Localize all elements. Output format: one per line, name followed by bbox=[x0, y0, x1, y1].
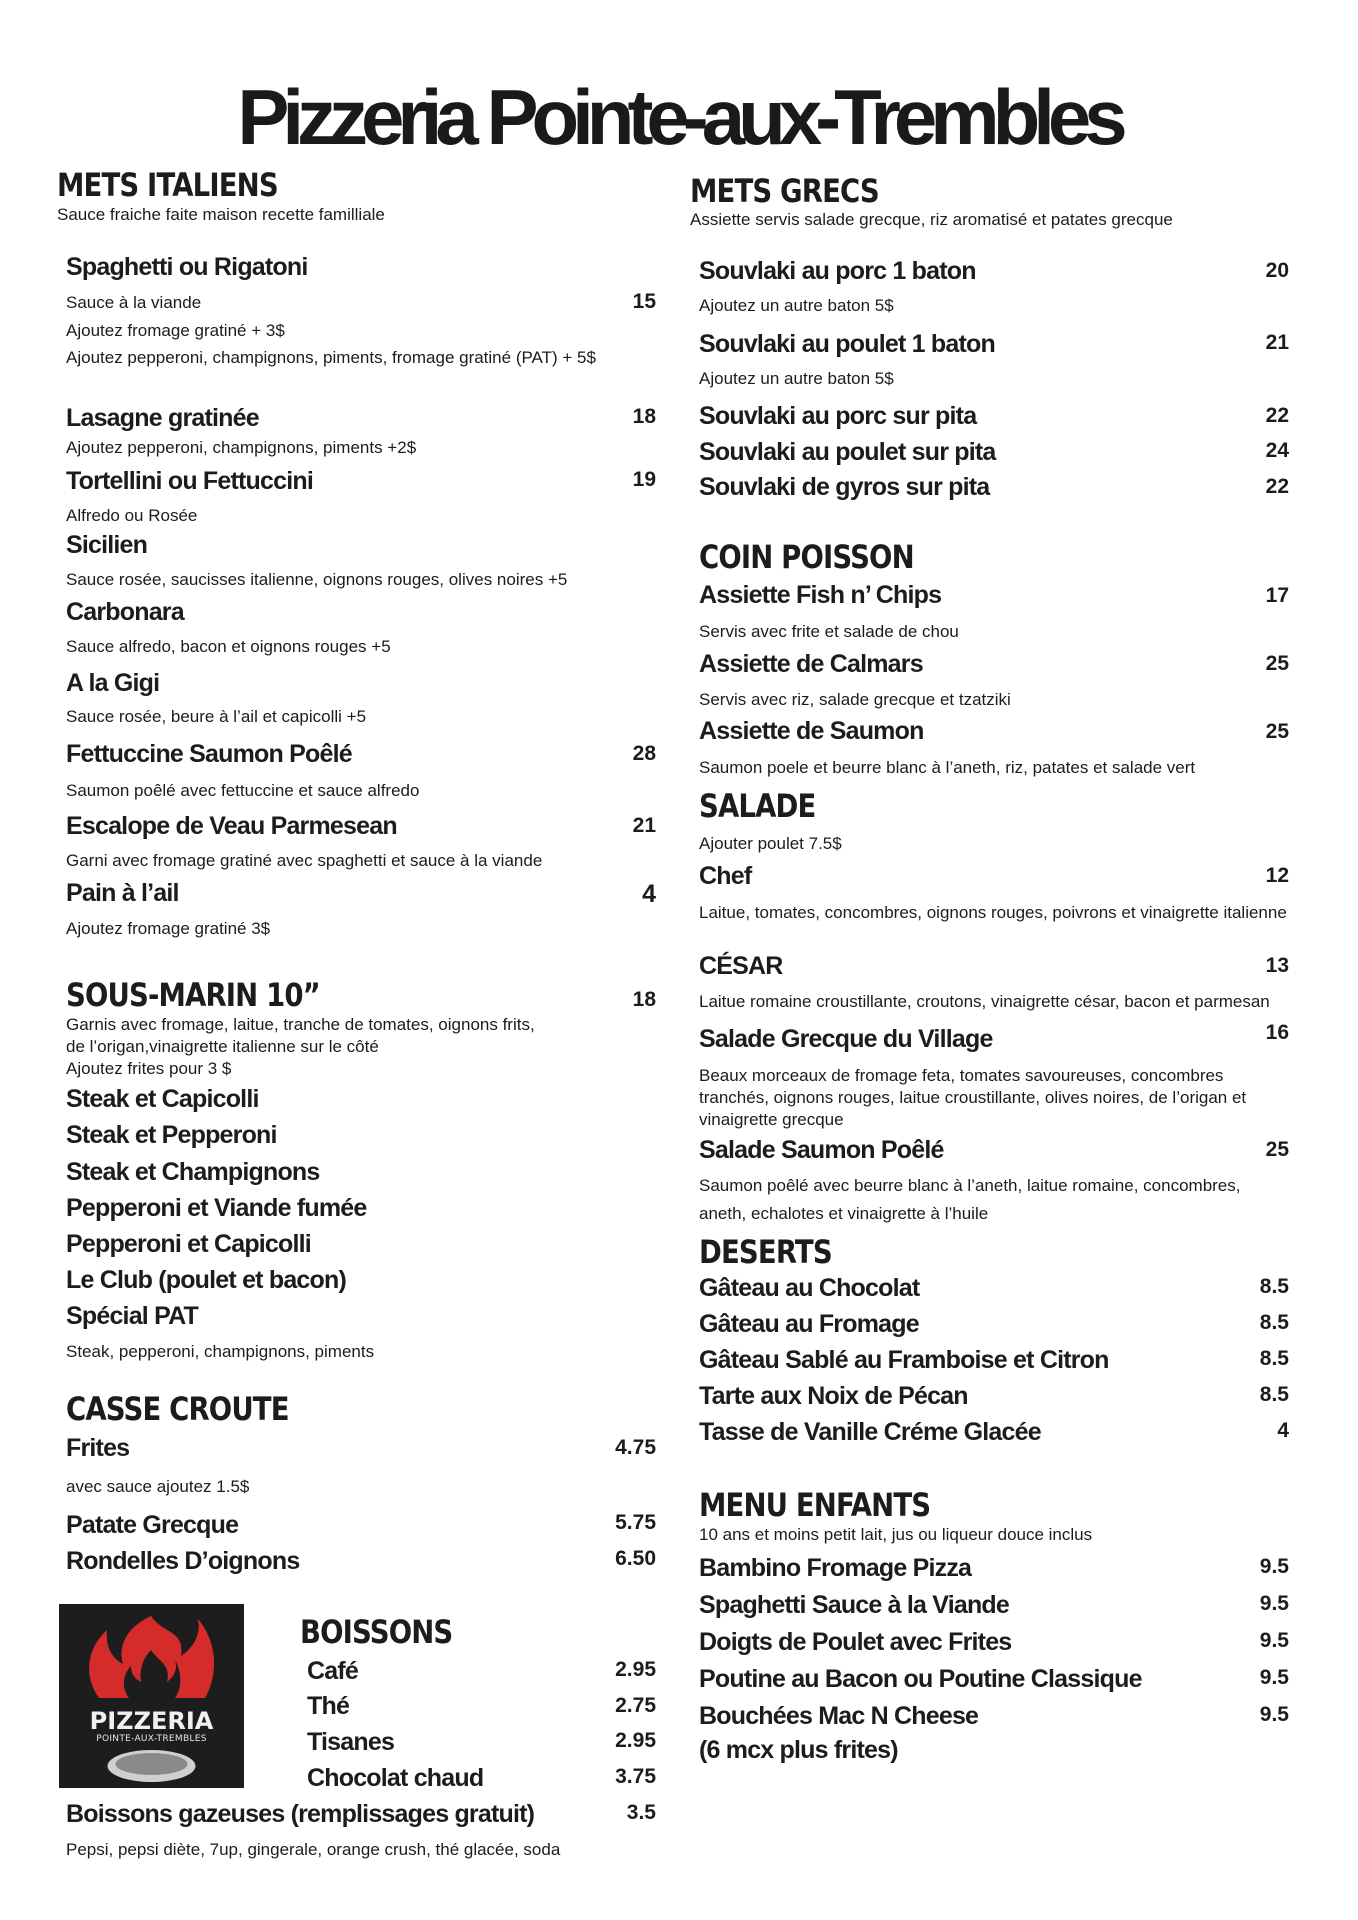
souvlaki-gyros-pita-item: Souvlaki de gyros sur pita bbox=[699, 473, 990, 501]
dessert-price: 8.5 bbox=[1259, 1383, 1289, 1406]
page-title: Pizzeria Pointe-aux-Trembles bbox=[237, 73, 1121, 161]
chef-description: Laitue, tomates, concombres, oignons rouges, poivrons et vinaigrette italienne bbox=[699, 903, 1287, 922]
logo-subtitle: POINTE-AUX-TREMBLES bbox=[96, 1734, 207, 1744]
spaghetti-sauce-note: Sauce à la viande bbox=[66, 293, 202, 312]
rondelles-price: 6.50 bbox=[615, 1547, 656, 1570]
sous-marin-item: Steak et Champignons bbox=[66, 1158, 320, 1186]
sous-marin-description-2: de l’origan,vinaigrette italienne sur le côté bbox=[66, 1037, 379, 1056]
sous-marin-item: Pepperoni et Capicolli bbox=[66, 1230, 311, 1258]
dessert-item: Tasse de Vanille Créme Glacée bbox=[699, 1418, 1041, 1446]
escalope-price: 21 bbox=[632, 814, 656, 837]
dessert-item: Tarte aux Noix de Pécan bbox=[699, 1382, 968, 1410]
lasagne-price: 18 bbox=[632, 405, 656, 428]
calmars-item: Assiette de Calmars bbox=[699, 650, 923, 678]
souvlaki-porc-pita-price: 22 bbox=[1265, 404, 1289, 427]
escalope-description: Garni avec fromage gratiné avec spaghetti et sauce à la viande bbox=[66, 851, 543, 870]
souvlaki-gyros-pita-price: 22 bbox=[1265, 475, 1289, 498]
boissons-heading: BOISSONS bbox=[300, 1613, 453, 1651]
chocolat-chaud-price: 3.75 bbox=[615, 1765, 656, 1788]
spaghetti-option-pat: Ajoutez pepperoni, champignons, piments, fromage gratiné (PAT) + 5$ bbox=[66, 348, 596, 367]
boissons-gazeuses-item: Boissons gazeuses (remplissages gratuit) bbox=[66, 1800, 535, 1828]
kids-item: Spaghetti Sauce à la Viande bbox=[699, 1591, 1010, 1619]
dessert-price: 8.5 bbox=[1259, 1347, 1289, 1370]
sous-marin-description-1: Garnis avec fromage, laitue, tranche de tomates, oignons frits, bbox=[66, 1015, 535, 1034]
carbonara-description: Sauce alfredo, bacon et oignons rouges +5 bbox=[66, 637, 391, 656]
dessert-item: Gâteau au Chocolat bbox=[699, 1274, 920, 1302]
sous-marin-item: Steak et Pepperoni bbox=[66, 1121, 277, 1149]
sous-marin-item: Steak et Capicolli bbox=[66, 1085, 259, 1113]
souvlaki-porc-item: Souvlaki au porc 1 baton bbox=[699, 257, 976, 285]
patate-grecque-price: 5.75 bbox=[615, 1511, 656, 1534]
chocolat-chaud-item: Chocolat chaud bbox=[307, 1764, 484, 1792]
spaghetti-price: 15 bbox=[632, 290, 656, 313]
fettuccine-saumon-price: 28 bbox=[632, 742, 656, 765]
calmars-description: Servis avec riz, salade grecque et tzatziki bbox=[699, 690, 1011, 709]
souvlaki-poulet-option: Ajoutez un autre baton 5$ bbox=[699, 369, 894, 388]
special-pat-description: Steak, pepperoni, champignons, piments bbox=[66, 1342, 375, 1361]
lasagne-item: Lasagne gratinée bbox=[66, 404, 259, 432]
a-la-gigi-description: Sauce rosée, beure à l’ail et capicolli +5 bbox=[66, 707, 367, 726]
the-price: 2.75 bbox=[615, 1694, 656, 1717]
kids-price: 9.5 bbox=[1259, 1555, 1289, 1578]
salade-grecque-price: 16 bbox=[1265, 1021, 1289, 1044]
salade-heading: SALADE bbox=[699, 787, 816, 825]
souvlaki-poulet-item: Souvlaki au poulet 1 baton bbox=[699, 330, 995, 358]
frites-item: Frites bbox=[66, 1434, 130, 1462]
pizzeria-logo bbox=[59, 1604, 244, 1788]
sicilien-item: Sicilien bbox=[66, 531, 148, 559]
frites-sauce-option: avec sauce ajoutez 1.5$ bbox=[66, 1477, 250, 1496]
assiette-saumon-description: Saumon poele et beurre blanc à l’aneth, riz, patates et salade vert bbox=[699, 758, 1196, 777]
mets-italiens-heading: METS ITALIENS bbox=[57, 166, 278, 204]
salade-saumon-description-2: aneth, echalotes et vinaigrette à l’huile bbox=[699, 1204, 989, 1223]
cafe-item: Café bbox=[307, 1657, 358, 1685]
boissons-gazeuses-list: Pepsi, pepsi diète, 7up, gingerale, orange crush, thé glacée, soda bbox=[66, 1840, 561, 1859]
kids-price: 9.5 bbox=[1259, 1703, 1289, 1726]
logo-wordmark: PIZZERIA bbox=[89, 1707, 214, 1735]
escalope-item: Escalope de Veau Parmesean bbox=[66, 812, 397, 840]
mets-grecs-description: Assiette servis salade grecque, riz aromatisé et patates grecque bbox=[690, 210, 1173, 229]
kids-price: 9.5 bbox=[1259, 1592, 1289, 1615]
dessert-price: 8.5 bbox=[1259, 1275, 1289, 1298]
sicilien-description: Sauce rosée, saucisses italienne, oignons rouges, olives noires +5 bbox=[66, 570, 568, 589]
kids-price: 9.5 bbox=[1259, 1666, 1289, 1689]
salade-grecque-item: Salade Grecque du Village bbox=[699, 1025, 993, 1053]
fettuccine-saumon-description: Saumon poêlé avec fettuccine et sauce alfredo bbox=[66, 781, 420, 800]
cesar-price: 13 bbox=[1265, 954, 1289, 977]
fish-chips-price: 17 bbox=[1265, 584, 1289, 607]
pain-ail-item: Pain à l’ail bbox=[66, 879, 179, 907]
tisanes-price: 2.95 bbox=[615, 1729, 656, 1752]
coin-poisson-heading: COIN POISSON bbox=[699, 538, 914, 576]
salade-saumon-price: 25 bbox=[1265, 1138, 1289, 1161]
sous-marin-item: Le Club (poulet et bacon) bbox=[66, 1266, 346, 1294]
tortellini-item: Tortellini ou Fettuccini bbox=[66, 467, 313, 495]
dessert-item: Gâteau Sablé au Framboise et Citron bbox=[699, 1346, 1109, 1374]
tortellini-price: 19 bbox=[632, 468, 656, 491]
tisanes-item: Tisanes bbox=[307, 1728, 395, 1756]
sous-marin-item: Spécial PAT bbox=[66, 1302, 198, 1330]
cesar-item: CÉSAR bbox=[699, 952, 783, 980]
souvlaki-porc-pita-item: Souvlaki au porc sur pita bbox=[699, 402, 977, 430]
flame-icon bbox=[59, 1604, 244, 1788]
salade-poulet-option: Ajouter poulet 7.5$ bbox=[699, 834, 842, 853]
kids-item: Poutine au Bacon ou Poutine Classique bbox=[699, 1665, 1142, 1693]
a-la-gigi-item: A la Gigi bbox=[66, 669, 160, 697]
rondelles-item: Rondelles D’oignons bbox=[66, 1547, 300, 1575]
lasagne-option: Ajoutez pepperoni, champignons, piments +2$ bbox=[66, 438, 417, 457]
souvlaki-poulet-price: 21 bbox=[1265, 331, 1289, 354]
deserts-heading: DESERTS bbox=[699, 1233, 832, 1271]
dessert-price: 8.5 bbox=[1259, 1311, 1289, 1334]
carbonara-item: Carbonara bbox=[66, 598, 184, 626]
fettuccine-saumon-item: Fettuccine Saumon Poêlé bbox=[66, 740, 352, 768]
assiette-saumon-item: Assiette de Saumon bbox=[699, 717, 924, 745]
spaghetti-item: Spaghetti ou Rigatoni bbox=[66, 253, 308, 281]
calmars-price: 25 bbox=[1265, 652, 1289, 675]
chef-item: Chef bbox=[699, 862, 752, 890]
souvlaki-porc-option: Ajoutez un autre baton 5$ bbox=[699, 296, 894, 315]
menu-enfants-heading: MENU ENFANTS bbox=[699, 1486, 931, 1524]
mets-italiens-description: Sauce fraiche faite maison recette familliale bbox=[57, 205, 385, 224]
patate-grecque-item: Patate Grecque bbox=[66, 1511, 239, 1539]
dessert-item: Gâteau au Fromage bbox=[699, 1310, 919, 1338]
dessert-price: 4 bbox=[1277, 1419, 1289, 1442]
salade-grecque-description: Beaux morceaux de fromage feta, tomates savoureuses, concombres tranchés, oignons rouges, laitue croustillante, olives noires, de l’origan et vinaigrette grecque bbox=[699, 1066, 1247, 1129]
kids-item: Bambino Fromage Pizza bbox=[699, 1554, 972, 1582]
salade-saumon-description-1: Saumon poêlé avec beurre blanc à l’aneth, laitue romaine, concombres, bbox=[699, 1176, 1241, 1195]
mac-n-cheese-note: (6 mcx plus frites) bbox=[699, 1736, 898, 1764]
kids-item: Bouchées Mac N Cheese bbox=[699, 1702, 979, 1730]
chef-price: 12 bbox=[1265, 864, 1289, 887]
spaghetti-option-fromage: Ajoutez fromage gratiné + 3$ bbox=[66, 321, 285, 340]
sous-marin-heading: SOUS-MARIN 10” bbox=[66, 976, 320, 1014]
salade-saumon-item: Salade Saumon Poêlé bbox=[699, 1136, 944, 1164]
pain-ail-price: 4 bbox=[642, 880, 656, 908]
pain-ail-option: Ajoutez fromage gratiné 3$ bbox=[66, 919, 271, 938]
mets-grecs-heading: METS GRECS bbox=[690, 172, 879, 210]
kids-price: 9.5 bbox=[1259, 1629, 1289, 1652]
sous-marin-item: Pepperoni et Viande fumée bbox=[66, 1194, 367, 1222]
cafe-price: 2.95 bbox=[615, 1658, 656, 1681]
casse-croute-heading: CASSE CROUTE bbox=[66, 1390, 289, 1428]
boissons-gazeuses-price: 3.5 bbox=[626, 1801, 656, 1824]
fish-chips-item: Assiette Fish n’ Chips bbox=[699, 581, 942, 609]
fish-chips-description: Servis avec frite et salade de chou bbox=[699, 622, 959, 641]
souvlaki-porc-price: 20 bbox=[1265, 259, 1289, 282]
the-item: Thé bbox=[307, 1692, 350, 1720]
cesar-description: Laitue romaine croustillante, croutons, vinaigrette césar, bacon et parmesan bbox=[699, 992, 1270, 1011]
kids-item: Doigts de Poulet avec Frites bbox=[699, 1628, 1012, 1656]
frites-price: 4.75 bbox=[615, 1436, 656, 1459]
menu-enfants-description: 10 ans et moins petit lait, jus ou liqueur douce inclus bbox=[699, 1525, 1093, 1544]
tortellini-sauce-note: Alfredo ou Rosée bbox=[66, 506, 198, 525]
assiette-saumon-price: 25 bbox=[1265, 720, 1289, 743]
sous-marin-price: 18 bbox=[632, 988, 656, 1011]
souvlaki-poulet-pita-item: Souvlaki au poulet sur pita bbox=[699, 438, 996, 466]
souvlaki-poulet-pita-price: 24 bbox=[1265, 439, 1289, 462]
sous-marin-frites-option: Ajoutez frites pour 3 $ bbox=[66, 1059, 232, 1078]
